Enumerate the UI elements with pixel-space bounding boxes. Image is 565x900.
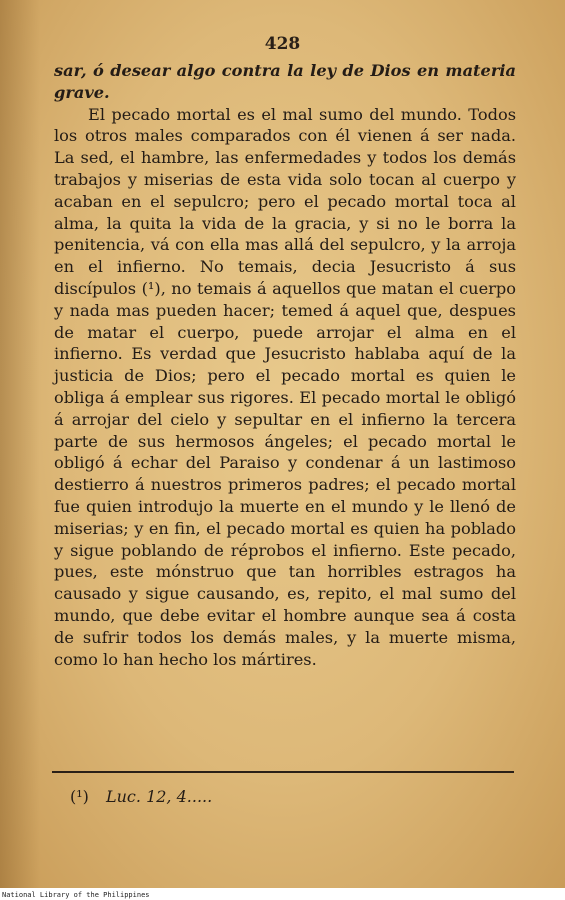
page-body	[54, 60, 516, 670]
footnote	[70, 787, 212, 806]
continuation-line: sar, ó desear algo contra la ley de Dios en materia grave.	[54, 61, 516, 102]
footnote-marker: (¹)	[70, 787, 89, 806]
footnote-reference: Luc. 12, 4.....	[106, 787, 213, 806]
page-number: 428	[264, 34, 301, 54]
library-credit: National Library of the Philippines	[2, 891, 150, 899]
footnote-divider	[52, 771, 514, 773]
main-paragraph: El pecado mortal es el mal sumo del mundo. Todos los otros males comparados con él vienen á ser nada. La sed, el hambre, las enfermedades y todos los demás trabajos y miserias de esta vida solo tocan al cuerpo y acaban en el sepulcro; pero el pecado mortal toca al alma, la quita la vida de la gracia, y si no le borra la penitencia, vá con ella mas allá del sepulcro, y la arroja en el infierno. No temais, decia Jesucristo á sus discípulos (¹), no temais á aquellos que matan el cuerpo y nada mas pueden hacer; temed á aquel que, despues de matar el cuerpo, puede arrojar el alma en el infierno. Es verdad que Jesucristo hablaba aquí de la justicia de Dios; pero el pecado mortal es quien le obliga á emplear sus rigores. El pecado mortal le obligó á arrojar del cielo y sepultar en el infierno la tercera parte de sus hermosos ángeles; el pecado mortal le obligó á echar del Paraiso y condenar á un lastimoso destierro á nuestros primeros padres; el pecado mortal fue quien introdujo la muerte en el mundo y le llenó de miserias; y en fin, el pecado mortal es quien ha poblado y sigue poblando de réprobos el infierno. Este pecado, pues, este mónstruo que tan horribles estragos ha causado y sigue causando, es, repito, el mal sumo del mundo, que debe evitar el hombre aunque sea á costa de sufrir todos los demás males, y la muerte misma, como lo han hecho los mártires.	[54, 104, 516, 669]
